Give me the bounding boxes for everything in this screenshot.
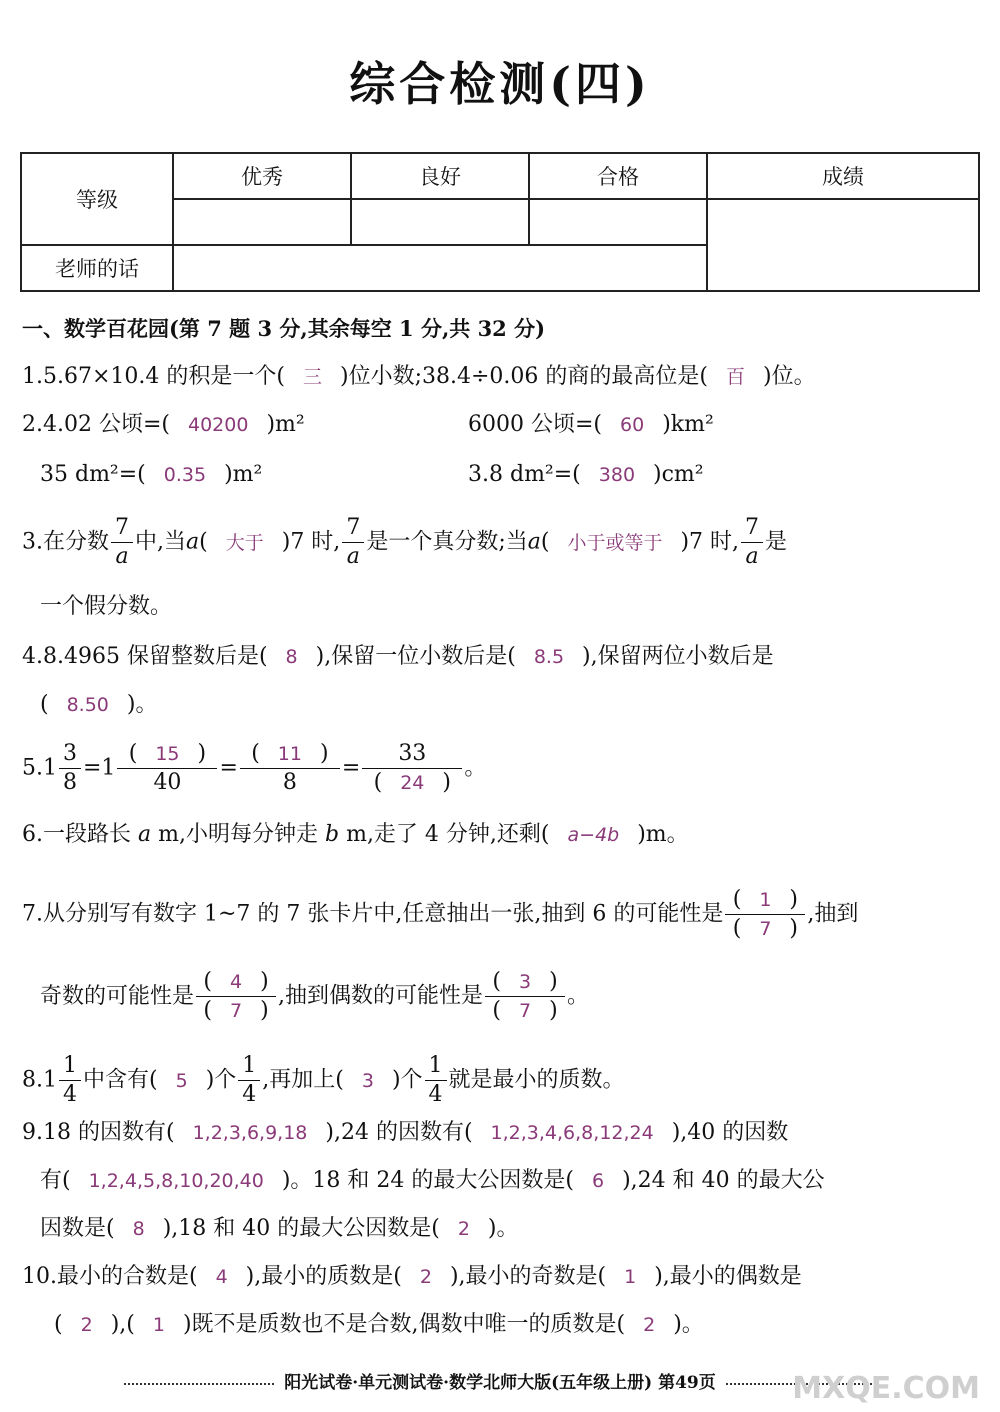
watermark: MXQE.COM	[792, 1371, 980, 1406]
question-5: 5.1 $\frac{3}{8}$ =1 $\frac{( 15 )}{40}$ = $\frac{( 11 )}{8}$ = $\frac{33}{( 24 )}$ 。	[22, 741, 487, 795]
question-2: 2.4.02 公顷=( 40200 )m² 6000 公顷=( 60 )km²	[22, 412, 714, 437]
question-7b: 奇数的可能性是 $\frac{( 4 )}{( 7 )}$ ,抽到偶数的可能性是 $\frac{( 3 )}{( 7 )}$ 。	[40, 969, 590, 1023]
pass-header: 合格	[529, 153, 707, 199]
section-heading: 一、数学百花园(第 7 题 3 分,其余每空 1 分,共 32 分)	[22, 316, 546, 341]
score-cell	[707, 199, 979, 291]
grade-table	[20, 152, 980, 292]
question-9c: 因数是( 8 ),18 和 40 的最大公因数是( 2 )。	[40, 1216, 519, 1241]
teacher-cell	[173, 245, 707, 291]
question-6: 6.一段路长 a m,小明每分钟走 b m,走了 4 分钟,还剩( a−4b )m。	[22, 822, 689, 847]
question-8: 8.1 $\frac{1}{4}$ 中含有( 5 )个 $\frac{1}{4}$ ,再加上( 3 )个 $\frac{1}{4}$ 就是最小的质数。	[22, 1053, 625, 1107]
excellent-header: 优秀	[173, 153, 351, 199]
question-10b: ( 2 ),( 1 )既不是质数也不是合数,偶数中唯一的质数是( 2 )。	[54, 1312, 704, 1337]
good-cell	[351, 199, 529, 245]
grade-label: 等级	[21, 153, 173, 245]
question-3: 3.在分数 $\frac{7}{a}$ 中,当a( 大于 )7 时, $\frac{7}{a}$ 是一个真分数;当a( 小于或等于 )7 时, $\frac{7}{a}$ 是	[22, 515, 788, 569]
question-2b: 35 dm²=( 0.35 )m² 3.8 dm²=( 380 )cm²	[40, 462, 704, 487]
question-9: 9.18 的因数有( 1,2,3,6,9,18 ),24 的因数有( 1,2,3,4,6,8,12,24 ),40 的因数	[22, 1120, 789, 1145]
page-title: 综合检测(四)	[349, 57, 651, 111]
pass-cell	[529, 199, 707, 245]
question-10: 10.最小的合数是( 4 ),最小的质数是( 2 ),最小的奇数是( 1 ),最小的偶数是	[22, 1264, 802, 1289]
question-9b: 有( 1,2,4,5,8,10,20,40 )。18 和 24 的最大公因数是( 6 ),24 和 40 的最大公	[40, 1168, 825, 1193]
page-footer: 阳光试卷·单元测试卷·数学北师大版(五年级上册) 第49页	[40, 1368, 960, 1393]
good-header: 良好	[351, 153, 529, 199]
question-1: 1.5.67×10.4 的积是一个( 三 )位小数;38.4÷0.06 的商的最高位是( 百 )位。	[22, 364, 816, 389]
question-4b: ( 8.50 )。	[40, 692, 158, 717]
question-3b: 一个假分数。	[40, 594, 173, 619]
teacher-label: 老师的话	[21, 245, 173, 291]
excellent-cell	[173, 199, 351, 245]
question-4: 4.8.4965 保留整数后是( 8 ),保留一位小数后是( 8.5 ),保留两位小数后是	[22, 644, 774, 669]
question-7: 7.从分别写有数字 1~7 的 7 张卡片中,任意抽出一张,抽到 6 的可能性是 $\frac{( 1 )}{( 7 )}$ ,抽到	[22, 887, 859, 941]
score-header: 成绩	[707, 153, 979, 199]
